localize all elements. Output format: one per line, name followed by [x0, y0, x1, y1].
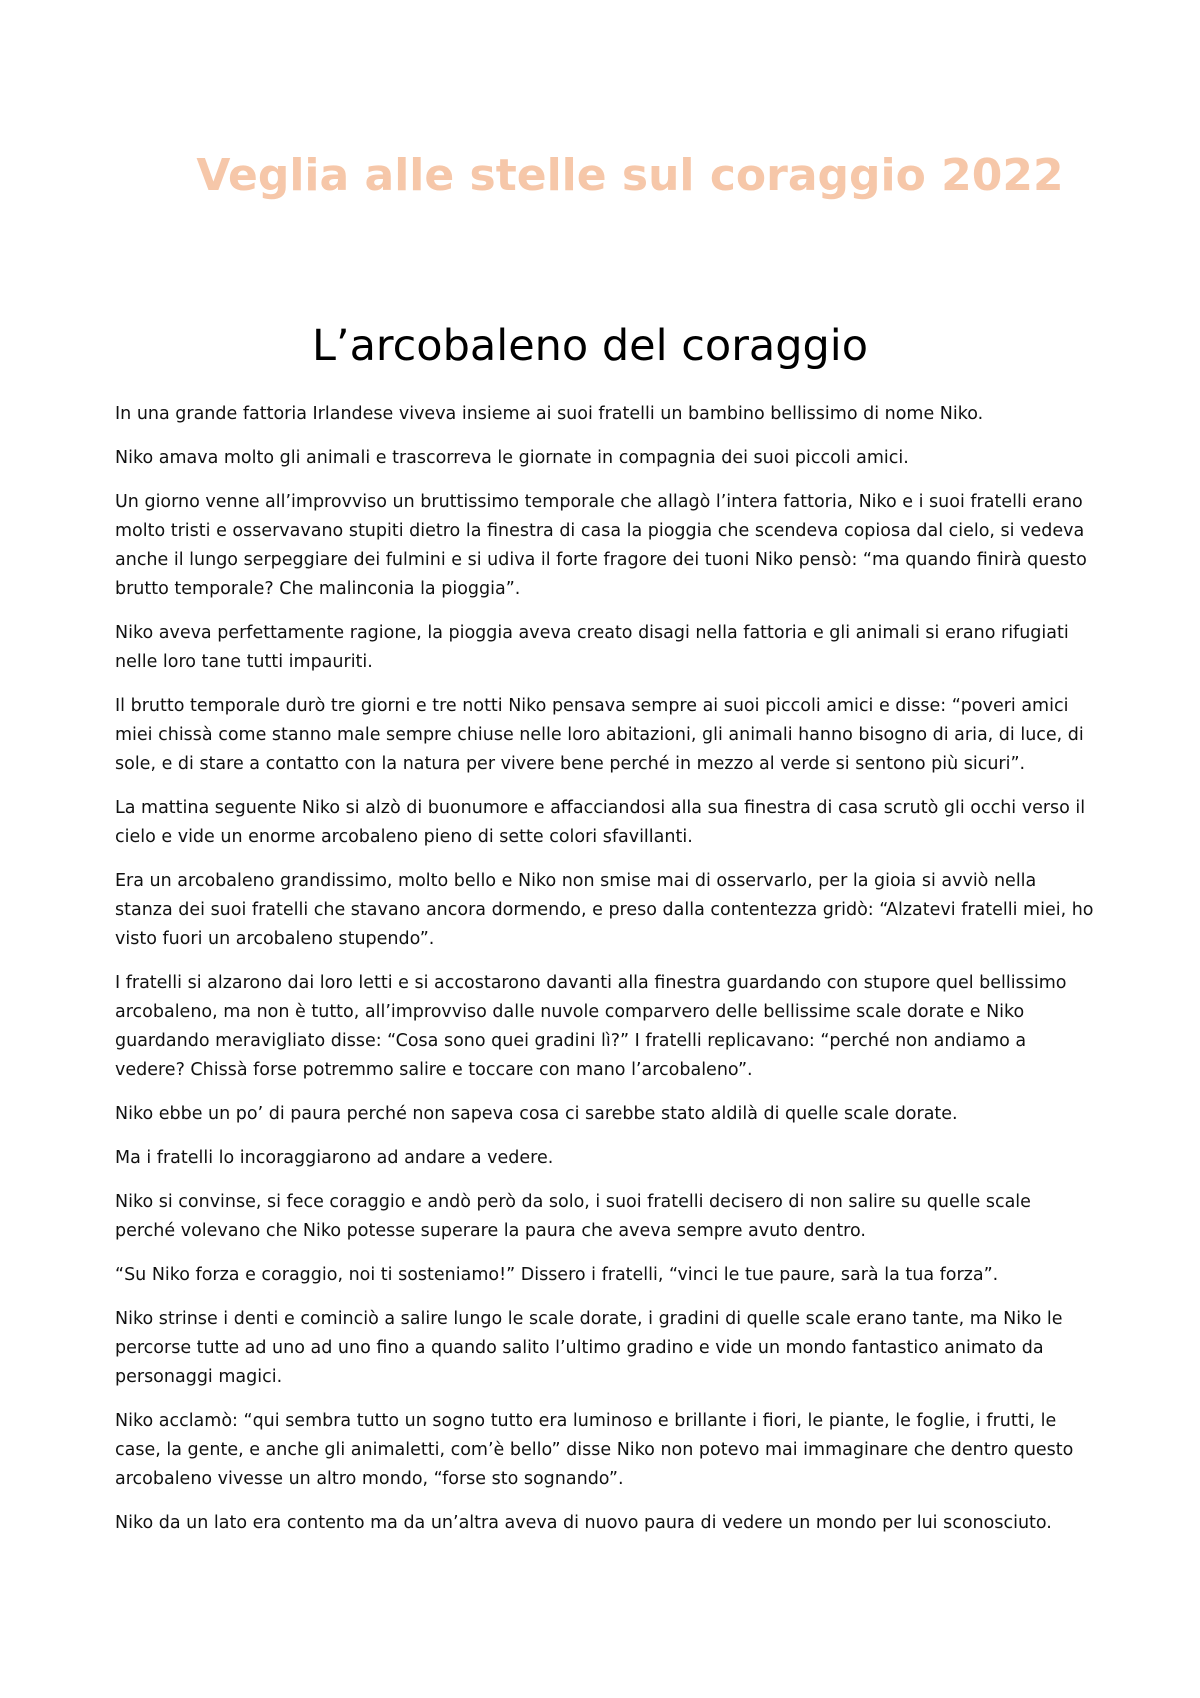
paragraph: La mattina seguente Niko si alzò di buonumore e affacciandosi alla sua finestra di casa scrutò gli occhi verso il cielo e vide un enorme arcobaleno pieno di sette colori sfavillanti.	[115, 798, 1086, 847]
header-title: Veglia alle stelle sul coraggio 2022	[196, 150, 1064, 201]
paragraph: Niko acclamò: “qui sembra tutto un sogno tutto era luminoso e brillante i fiori, le piante, le foglie, i frutti, le case, la gente, e anche gli animaletti, com’è bello” disse Niko non potevo mai immaginare che dentro questo arcobaleno vivesse un altro mondo, “forse sto sognando”.	[115, 1411, 1074, 1489]
story-body	[115, 400, 1095, 1553]
paragraph: Niko si convinse, si fece coraggio e andò però da solo, i suoi fratelli decisero di non salire su quelle scale perché volevano che Niko potesse superare la paura che aveva sempre avuto dentro.	[115, 1192, 1031, 1241]
story-title: L’arcobaleno del coraggio	[311, 321, 869, 371]
paragraph: Niko ebbe un po’ di paura perché non sapeva cosa ci sarebbe stato aldilà di quelle scale dorate.	[115, 1104, 958, 1124]
paragraph: Il brutto temporale durò tre giorni e tre notti Niko pensava sempre ai suoi piccoli amici e disse: “poveri amici miei chissà come stanno male sempre chiuse nelle loro abitazioni, gli animali hanno bisogno di aria, di luce, di sole, e di stare a contatto con la natura per vivere bene perché in mezzo al verde si sentono più sicuri”.	[115, 696, 1084, 774]
paragraph: Niko amava molto gli animali e trascorreva le giornate in compagnia dei suoi piccoli amici.	[115, 448, 909, 468]
paragraph: Ma i fratelli lo incoraggiarono ad andare a vedere.	[115, 1148, 554, 1168]
paragraph: Niko strinse i denti e cominciò a salire lungo le scale dorate, i gradini di quelle scale erano tante, ma Niko le percorse tutte ad uno ad uno fino a quando salito l’ultimo gradino e vide un mondo fantastico animato da personaggi magici.	[115, 1309, 1063, 1387]
paragraph: Un giorno venne all’improvviso un bruttissimo temporale che allagò l’intera fattoria, Niko e i suoi fratelli erano molto tristi e osservavano stupiti dietro la finestra di casa la pioggia che scendeva copiosa dal cielo, si vedeva anche il lungo serpeggiare dei fulmini e si udiva il forte fragore dei tuoni Niko pensò: “ma quando finirà questo brutto temporale? Che malinconia la pioggia”.	[115, 492, 1087, 599]
paragraph: Niko aveva perfettamente ragione, la pioggia aveva creato disagi nella fattoria e gli animali si erano rifugiati nelle loro tane tutti impauriti.	[115, 623, 1069, 672]
paragraph: I fratelli si alzarono dai loro letti e si accostarono davanti alla finestra guardando con stupore quel bellissimo arcobaleno, ma non è tutto, all’improvviso dalle nuvole comparvero delle bellissime scale dorate e Niko guardando meravigliato disse: “Cosa sono quei gradini lì?” I fratelli replicavano: “perché non andiamo a vedere? Chissà forse potremmo salire e toccare con mano l’arcobaleno”.	[115, 973, 1067, 1080]
paragraph: In una grande fattoria Irlandese viveva insieme ai suoi fratelli un bambino bellissimo di nome Niko.	[115, 404, 984, 424]
paragraph: Niko da un lato era contento ma da un’altra aveva di nuovo paura di vedere un mondo per lui sconosciuto.	[115, 1513, 1052, 1533]
paragraph: “Su Niko forza e coraggio, noi ti sosteniamo!” Dissero i fratelli, “vinci le tue paure, sarà la tua forza”.	[115, 1265, 999, 1285]
paragraph: Era un arcobaleno grandissimo, molto bello e Niko non smise mai di osservarlo, per la gioia si avviò nella stanza dei suoi fratelli che stavano ancora dormendo, e preso dalla contentezza gridò: “Alzatevi fratelli miei, ho visto fuori un arcobaleno stupendo”.	[115, 871, 1094, 949]
